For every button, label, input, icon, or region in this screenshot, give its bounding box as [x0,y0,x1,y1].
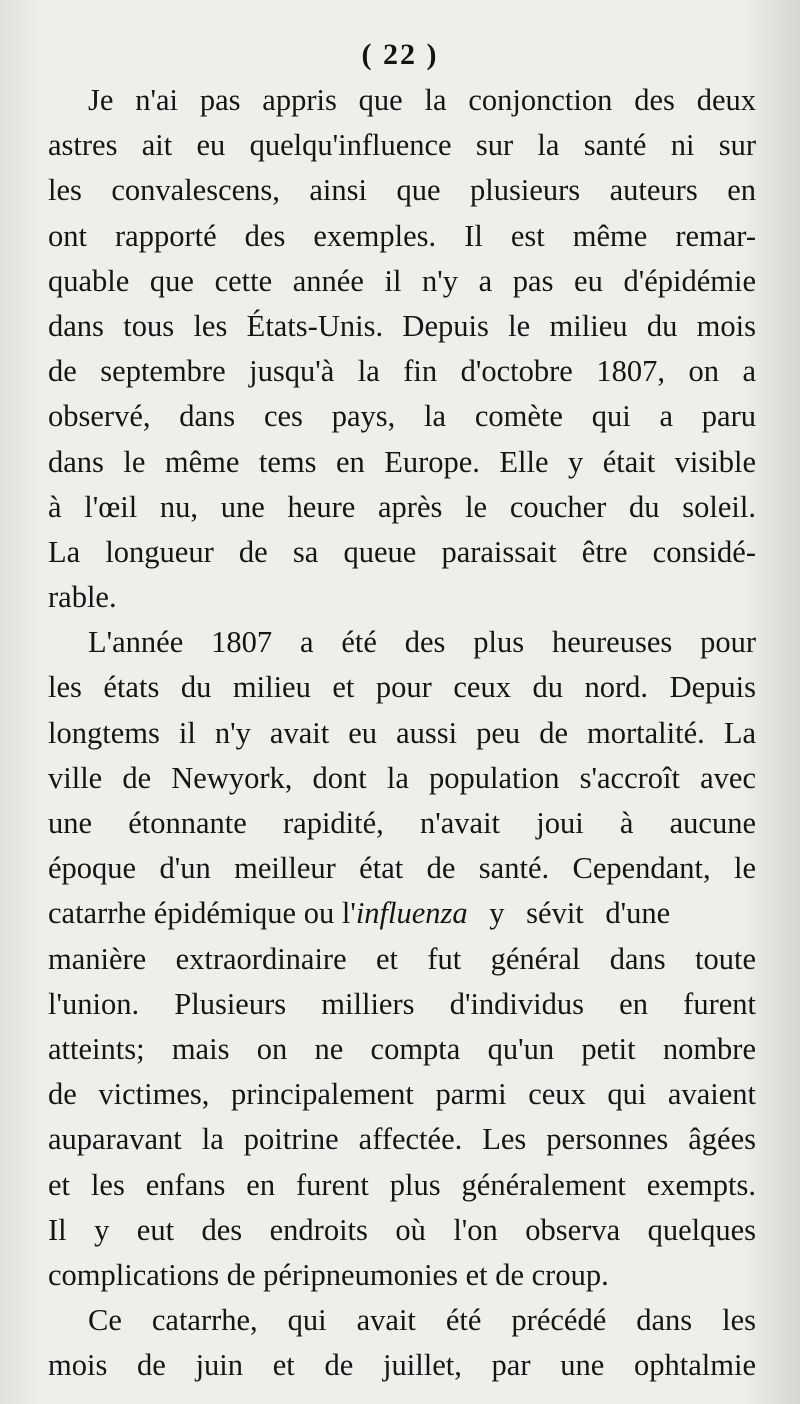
text-line: auparavant la poitrine affectée. Les personnes âgées [48,1122,756,1157]
text-line: complications de péripneumonies et de croup. [48,1257,609,1292]
text-line: ont rapporté des exemples. Il est même remar- [48,218,756,253]
text-segment: catarrhe épidémique ou l' [48,896,356,931]
text-line: dans le même tems en Europe. Elle y était visible [48,444,756,479]
page-number: ( 22 ) [361,38,439,71]
text-line: de septembre jusqu'à la fin d'octobre 1807, on a [48,354,756,389]
text-line: et les enfans en furent plus généralement exempts. [48,1167,756,1202]
text-line: manière extraordinaire et fut général dans toute [48,941,756,976]
text-line: époque d'un meilleur état de santé. Cependant, le [48,851,756,886]
text-line: Je n'ai pas appris que la conjonction des deux [88,83,756,117]
text-line: L'année 1807 a été des plus heureuses pour [88,625,756,660]
text-line: atteints; mais on ne compta qu'un petit nombre [48,1031,756,1066]
text-line: l'union. Plusieurs milliers d'individus en furent [48,986,756,1021]
text-line: Ce catarrhe, qui avait été précédé dans les [88,1303,756,1338]
text-line: Il y eut des endroits où l'on observa quelques [48,1212,756,1247]
text-line: quable que cette année il n'y a pas eu d'épidémie [48,263,756,298]
text-line-with-italic [48,891,756,936]
text-line: La longueur de sa queue paraissait être considé- [48,534,756,569]
text-line: longtems il n'y avait eu aussi peu de mortalité. La [48,715,756,750]
text-line: astres ait eu quelqu'influence sur la santé ni sur [48,128,756,163]
text-line: les convalescens, ainsi que plusieurs auteurs en [48,173,756,208]
text-line: à l'œil nu, une heure après le coucher du soleil. [48,489,756,524]
text-line: ville de Newyork, dont la population s'accroît avec [48,760,756,795]
text-line: dans tous les États-Unis. Depuis le milieu du mois [48,308,756,343]
paragraph-3 [48,1298,756,1388]
body-text [48,78,756,1388]
text-line: une étonnante rapidité, n'avait joui à aucune [48,806,756,840]
text-line: observé, dans ces pays, la comète qui a paru [48,399,756,434]
text-line: rable. [48,580,117,615]
paragraph-2 [48,620,756,1298]
text-line: mois de juin et de juillet, par une ophtalmie [48,1348,756,1383]
text-segment: y sévit d'une [467,896,671,931]
italic-term: influenza [355,896,468,931]
text-line: les états du milieu et pour ceux du nord. Depuis [48,670,756,705]
text-line: de victimes, principalement parmi ceux qui avaient [48,1077,756,1112]
paragraph-1 [48,78,756,620]
